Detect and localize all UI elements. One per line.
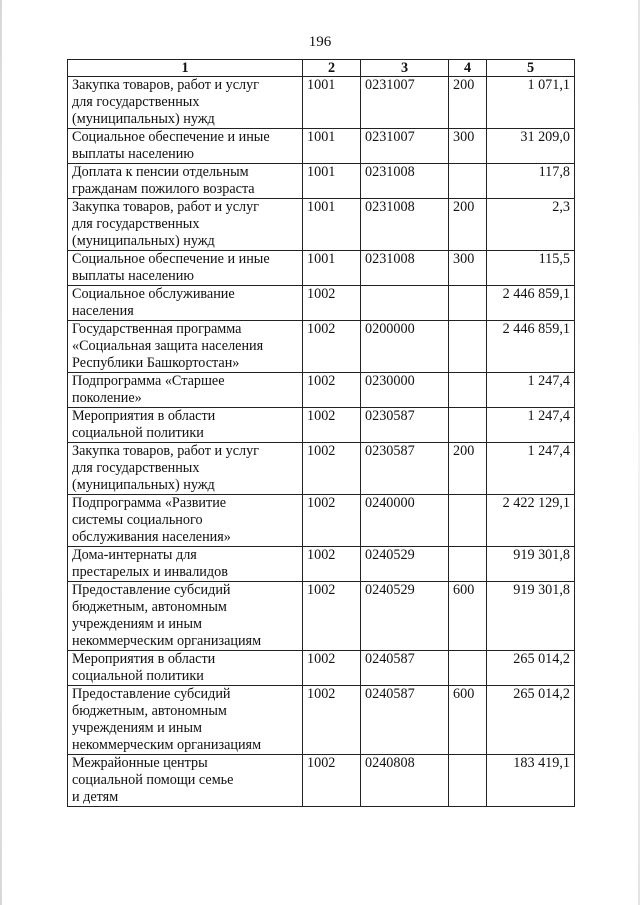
row-name-line: Государственная программа [72, 321, 242, 337]
row-type-cell [449, 408, 487, 443]
row-type-cell [449, 547, 487, 582]
row-type-cell [449, 373, 487, 408]
row-name-line: Дома-интернаты для [72, 547, 197, 563]
row-name-line: населения [72, 303, 134, 319]
row-name-line: выплаты населению [72, 268, 194, 284]
row-type-cell: 200 [449, 77, 487, 129]
table-row [68, 547, 575, 582]
row-name-line: (муниципальных) нужд [72, 111, 215, 127]
table-row [68, 755, 575, 807]
row-code-cell [361, 286, 449, 321]
row-section-cell: 1002 [303, 495, 361, 547]
table-row [68, 651, 575, 686]
row-section-cell: 1001 [303, 199, 361, 251]
row-name-cell [68, 129, 303, 164]
table-row [68, 251, 575, 286]
row-name-line: (муниципальных) нужд [72, 477, 215, 493]
row-section-cell: 1002 [303, 443, 361, 495]
row-name-line: Социальное обеспечение и иные [72, 251, 270, 267]
scan-edge-left [0, 0, 2, 905]
row-name-cell [68, 286, 303, 321]
row-name-cell [68, 651, 303, 686]
table-row [68, 199, 575, 251]
row-section-cell: 1002 [303, 408, 361, 443]
row-code-cell: 0240808 [361, 755, 449, 807]
row-type-cell: 600 [449, 582, 487, 651]
row-section-cell: 1001 [303, 129, 361, 164]
row-name-cell [68, 77, 303, 129]
row-type-cell [449, 286, 487, 321]
row-name-line: для государственных [72, 94, 200, 110]
page-number: 196 [308, 34, 332, 50]
row-code-cell: 0230587 [361, 408, 449, 443]
row-name-line: гражданам пожилого возраста [72, 181, 255, 197]
row-code-cell: 0240587 [361, 651, 449, 686]
row-name-cell [68, 199, 303, 251]
row-name-line: Республики Башкортостан» [72, 355, 240, 371]
row-amount-cell: 2,3 [487, 199, 575, 251]
row-type-cell [449, 651, 487, 686]
row-name-cell [68, 547, 303, 582]
row-section-cell: 1002 [303, 286, 361, 321]
row-amount-cell: 2 446 859,1 [487, 286, 575, 321]
row-name-line: для государственных [72, 460, 200, 476]
row-code-cell: 0240587 [361, 686, 449, 755]
row-name-line: некоммерческим организациям [72, 633, 262, 649]
row-section-cell: 1001 [303, 251, 361, 286]
row-name-line: Мероприятия в области [72, 408, 216, 424]
table-row [68, 321, 575, 373]
row-name-cell [68, 686, 303, 755]
row-type-cell: 200 [449, 199, 487, 251]
row-name-line: обслуживания населения» [72, 529, 231, 545]
row-amount-cell: 1 247,4 [487, 443, 575, 495]
row-type-cell [449, 495, 487, 547]
row-amount-cell: 1 247,4 [487, 373, 575, 408]
table-row [68, 77, 575, 129]
table-header [68, 60, 575, 77]
row-name-line: Подпрограмма «Старшее [72, 373, 225, 389]
row-type-cell: 600 [449, 686, 487, 755]
row-name-line: некоммерческим организациям [72, 737, 262, 753]
row-amount-cell: 265 014,2 [487, 686, 575, 755]
row-name-cell [68, 755, 303, 807]
row-type-cell [449, 321, 487, 373]
header-col-3: 3 [361, 60, 449, 77]
row-amount-cell: 919 301,8 [487, 547, 575, 582]
row-type-cell: 300 [449, 129, 487, 164]
row-section-cell: 1002 [303, 686, 361, 755]
row-name-line: Межрайонные центры [72, 755, 208, 771]
row-amount-cell: 2 446 859,1 [487, 321, 575, 373]
row-name-line: Закупка товаров, работ и услуг [72, 77, 259, 93]
row-name-line: выплаты населению [72, 146, 194, 162]
table-row [68, 286, 575, 321]
row-name-cell [68, 321, 303, 373]
row-amount-cell: 919 301,8 [487, 582, 575, 651]
row-code-cell: 0230000 [361, 373, 449, 408]
row-amount-cell: 1 071,1 [487, 77, 575, 129]
row-name-line: Закупка товаров, работ и услуг [72, 443, 259, 459]
row-name-cell [68, 443, 303, 495]
row-code-cell: 0240529 [361, 582, 449, 651]
row-amount-cell: 115,5 [487, 251, 575, 286]
row-name-line: Доплата к пенсии отдельным [72, 164, 249, 180]
row-name-cell [68, 373, 303, 408]
row-code-cell: 0240529 [361, 547, 449, 582]
row-name-line: учреждениям и иным [72, 616, 203, 632]
row-section-cell: 1002 [303, 321, 361, 373]
row-name-line: Подпрограмма «Развитие [72, 495, 227, 511]
row-section-cell: 1002 [303, 373, 361, 408]
row-name-cell [68, 582, 303, 651]
table-row [68, 129, 575, 164]
table-row [68, 686, 575, 755]
row-name-line: «Социальная защита населения [72, 338, 264, 354]
row-code-cell: 0230587 [361, 443, 449, 495]
table-row [68, 495, 575, 547]
row-name-line: для государственных [72, 216, 200, 232]
table-row [68, 373, 575, 408]
row-name-cell [68, 495, 303, 547]
row-amount-cell: 117,8 [487, 164, 575, 199]
header-col-2: 2 [303, 60, 361, 77]
row-amount-cell: 265 014,2 [487, 651, 575, 686]
row-section-cell: 1002 [303, 582, 361, 651]
row-code-cell: 0200000 [361, 321, 449, 373]
row-code-cell: 0231008 [361, 251, 449, 286]
row-section-cell: 1002 [303, 651, 361, 686]
row-amount-cell: 183 419,1 [487, 755, 575, 807]
row-code-cell: 0240000 [361, 495, 449, 547]
row-amount-cell: 31 209,0 [487, 129, 575, 164]
row-code-cell: 0231008 [361, 199, 449, 251]
row-name-cell [68, 164, 303, 199]
row-name-line: системы социального [72, 512, 203, 528]
row-amount-cell: 1 247,4 [487, 408, 575, 443]
row-name-cell [68, 251, 303, 286]
row-name-line: социальной политики [72, 668, 204, 684]
row-name-line: Мероприятия в области [72, 651, 216, 667]
row-name-line: (муниципальных) нужд [72, 233, 215, 249]
header-col-5: 5 [487, 60, 575, 77]
row-code-cell: 0231007 [361, 77, 449, 129]
row-name-cell [68, 408, 303, 443]
row-section-cell: 1001 [303, 164, 361, 199]
row-name-line: бюджетным, автономным [72, 703, 227, 719]
row-code-cell: 0231008 [361, 164, 449, 199]
header-col-4: 4 [449, 60, 487, 77]
row-code-cell: 0231007 [361, 129, 449, 164]
table-row [68, 408, 575, 443]
row-name-line: Предоставление субсидий [72, 582, 231, 598]
header-col-1: 1 [68, 60, 303, 77]
row-name-line: Социальное обслуживание [72, 286, 235, 302]
row-section-cell: 1001 [303, 77, 361, 129]
row-type-cell: 300 [449, 251, 487, 286]
row-name-line: поколение» [72, 390, 142, 406]
row-type-cell [449, 164, 487, 199]
row-type-cell [449, 755, 487, 807]
header-row [68, 60, 575, 77]
row-section-cell: 1002 [303, 755, 361, 807]
row-name-line: социальной помощи семье [72, 772, 234, 788]
row-name-line: социальной политики [72, 425, 204, 441]
row-name-line: Предоставление субсидий [72, 686, 231, 702]
row-name-line: учреждениям и иным [72, 720, 203, 736]
row-name-line: и детям [72, 789, 119, 805]
row-section-cell: 1002 [303, 547, 361, 582]
table-row [68, 443, 575, 495]
table-row [68, 582, 575, 651]
table-body [68, 77, 575, 807]
row-name-line: Закупка товаров, работ и услуг [72, 199, 259, 215]
row-name-line: престарелых и инвалидов [72, 564, 228, 580]
table-row [68, 164, 575, 199]
row-name-line: Социальное обеспечение и иные [72, 129, 270, 145]
budget-table [67, 59, 575, 807]
row-type-cell: 200 [449, 443, 487, 495]
row-amount-cell: 2 422 129,1 [487, 495, 575, 547]
row-name-line: бюджетным, автономным [72, 599, 227, 615]
